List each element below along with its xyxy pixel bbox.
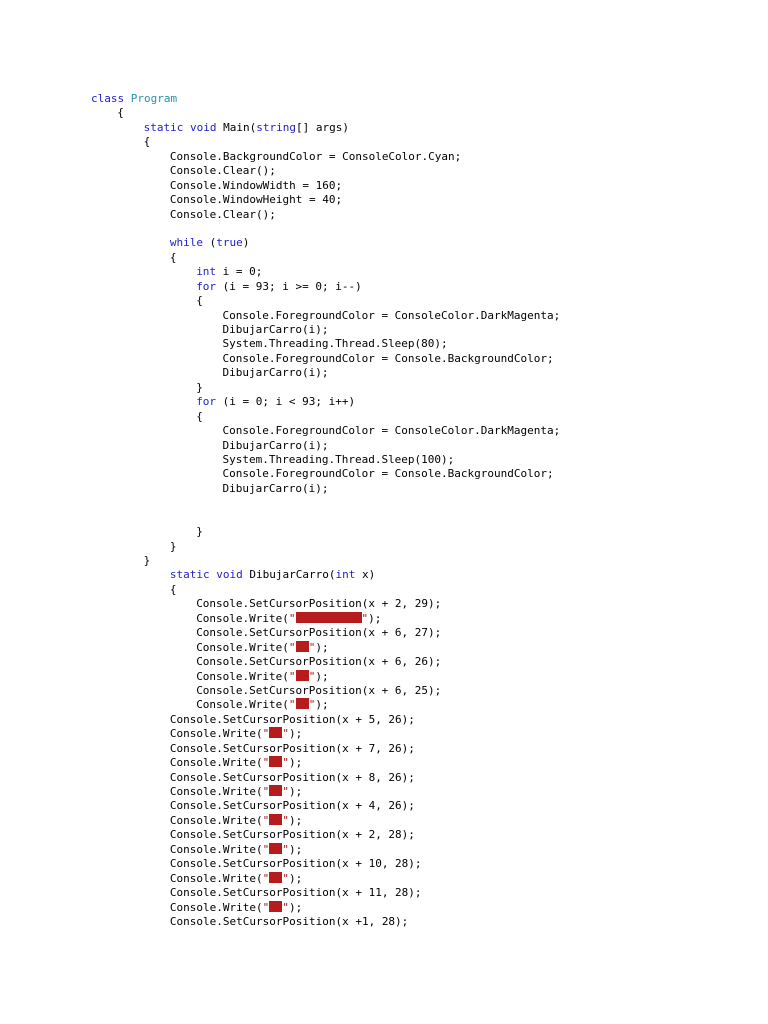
- code-text: Console.SetCursorPosition(x + 6, 25);: [196, 683, 442, 697]
- code-string-quote: ": [288, 698, 296, 712]
- code-keyword: while: [169, 236, 204, 250]
- code-line: [91, 482, 560, 496]
- code-line: [91, 843, 560, 857]
- code-text: DibujarCarro(i);: [222, 481, 329, 495]
- code-line: [91, 424, 560, 438]
- code-keyword: static: [169, 568, 210, 582]
- code-string-quote: ": [288, 611, 296, 625]
- code-text: Console.Write(: [196, 640, 289, 654]
- code-keyword: for: [196, 279, 217, 293]
- redacted-block-chars: [269, 785, 282, 796]
- code-text: }: [169, 539, 177, 553]
- code-text: }: [196, 525, 203, 539]
- code-text: );: [315, 640, 329, 654]
- code-string-quote: ": [288, 669, 296, 683]
- code-text: Console.Write(: [169, 871, 263, 885]
- code-line: [91, 901, 560, 915]
- code-text: (: [203, 236, 217, 250]
- redacted-block-chars: [269, 756, 282, 767]
- code-text: Console.Write(: [169, 900, 263, 914]
- code-text: {: [169, 582, 177, 596]
- code-string-quote: ": [361, 611, 369, 625]
- redacted-block-chars: [269, 814, 282, 825]
- code-line: [91, 236, 560, 250]
- code-text: }: [143, 554, 151, 567]
- code-line: [91, 540, 560, 554]
- code-text: Console.ForegroundColor = Console.BackgroundColor;: [222, 467, 554, 481]
- code-text: Console.SetCursorPosition(x + 8, 26);: [169, 770, 415, 784]
- code-line: [91, 554, 560, 568]
- code-string-quote: ": [262, 842, 270, 856]
- code-string-quote: ": [262, 871, 270, 885]
- code-text: );: [368, 611, 382, 625]
- code-line: [91, 698, 560, 712]
- code-line: [91, 670, 560, 684]
- code-text: {: [169, 250, 177, 264]
- code-text: DibujarCarro(i);: [222, 438, 329, 452]
- code-text: Console.Write(: [169, 785, 263, 798]
- code-text: );: [289, 900, 303, 914]
- code-text: Console.SetCursorPosition(x + 10, 28);: [169, 857, 422, 871]
- code-line: [91, 756, 560, 770]
- code-text: Console.SetCursorPosition(x + 5, 26);: [169, 712, 415, 726]
- code-line: [91, 92, 560, 106]
- code-line: [91, 886, 560, 900]
- code-text: ): [242, 236, 250, 250]
- code-text: [183, 121, 190, 134]
- code-text: );: [315, 698, 329, 712]
- code-keyword: int: [335, 568, 356, 582]
- code-text: (i = 0; i < 93; i++): [216, 395, 356, 409]
- code-line: [91, 713, 560, 727]
- code-text: {: [196, 294, 203, 308]
- code-text: x): [355, 568, 376, 582]
- code-line: [91, 410, 560, 424]
- code-line: [91, 352, 560, 366]
- code-line: [91, 641, 560, 655]
- code-text: Console.SetCursorPosition(x +1, 28);: [169, 914, 409, 928]
- code-line: [91, 785, 560, 799]
- code-string-quote: ": [262, 727, 270, 741]
- code-text: Console.SetCursorPosition(x + 6, 26);: [196, 655, 442, 669]
- code-line: [91, 106, 560, 120]
- code-text: Console.Clear();: [169, 207, 276, 221]
- code-listing: [91, 92, 560, 929]
- code-text: Console.SetCursorPosition(x + 7, 26);: [169, 741, 415, 755]
- code-line: [91, 366, 560, 380]
- redacted-block-chars: [269, 901, 282, 912]
- code-line: [91, 280, 560, 294]
- code-line: [91, 872, 560, 886]
- code-string-quote: ": [282, 727, 290, 741]
- code-text: Console.Write(: [196, 669, 289, 683]
- code-text: Console.SetCursorPosition(x + 11, 28);: [169, 886, 422, 900]
- code-text: Console.Clear();: [169, 164, 276, 178]
- code-text: Console.ForegroundColor = ConsoleColor.DarkMagenta;: [222, 424, 561, 438]
- code-string-quote: ": [262, 785, 270, 798]
- redacted-block-chars: [296, 698, 309, 709]
- code-line: [91, 511, 560, 525]
- code-line: [91, 771, 560, 785]
- code-keyword: true: [216, 236, 243, 250]
- code-text: Console.SetCursorPosition(x + 2, 29);: [196, 597, 442, 611]
- code-keyword: string: [256, 120, 296, 134]
- code-text: Main(: [216, 120, 257, 134]
- code-line: [91, 265, 560, 279]
- code-line: [91, 583, 560, 597]
- code-text: Console.ForegroundColor = Console.BackgroundColor;: [222, 351, 554, 365]
- code-text: i = 0;: [216, 265, 263, 279]
- code-line: [91, 222, 560, 236]
- code-text: );: [289, 871, 303, 885]
- code-line: [91, 612, 560, 626]
- code-text: Console.ForegroundColor = ConsoleColor.DarkMagenta;: [222, 308, 561, 322]
- code-text: DibujarCarro(: [242, 568, 336, 582]
- code-line: [91, 179, 560, 193]
- code-text: {: [196, 409, 203, 423]
- code-string-quote: ": [308, 640, 316, 654]
- code-line: [91, 395, 560, 409]
- code-text: {: [117, 106, 124, 120]
- code-string-quote: ": [282, 813, 290, 827]
- code-text: DibujarCarro(i);: [222, 366, 329, 380]
- code-line: [91, 164, 560, 178]
- code-text: Console.SetCursorPosition(x + 4, 26);: [169, 799, 415, 813]
- code-line: [91, 742, 560, 756]
- code-keyword: void: [216, 568, 243, 582]
- code-keyword: int: [196, 265, 217, 279]
- code-text: [124, 92, 131, 105]
- code-line: [91, 684, 560, 698]
- code-line: [91, 439, 560, 453]
- code-string-quote: ": [288, 640, 296, 654]
- code-line: [91, 568, 560, 582]
- code-line: [91, 381, 560, 395]
- code-text: Console.WindowWidth = 160;: [169, 178, 343, 192]
- redacted-block-chars: [269, 843, 282, 854]
- code-line: [91, 915, 560, 929]
- code-text: Console.Write(: [196, 611, 289, 625]
- code-text: );: [289, 756, 303, 770]
- redacted-block-chars: [296, 641, 309, 652]
- code-line: [91, 496, 560, 510]
- code-text: Console.WindowHeight = 40;: [169, 193, 343, 207]
- code-text: Console.Write(: [169, 842, 263, 856]
- code-string-quote: ": [262, 900, 270, 914]
- code-text: System.Threading.Thread.Sleep(80);: [222, 337, 448, 351]
- code-line: [91, 309, 560, 323]
- code-text: );: [289, 727, 303, 741]
- code-text: );: [315, 669, 329, 683]
- code-text: [] args): [295, 120, 349, 134]
- code-text: (i = 93; i >= 0; i--): [216, 279, 362, 293]
- code-line: [91, 135, 560, 149]
- code-keyword: for: [196, 395, 217, 409]
- code-line: [91, 208, 560, 222]
- code-line: [91, 121, 560, 135]
- code-line: [91, 323, 560, 337]
- code-string-quote: ": [282, 842, 290, 856]
- code-text: }: [196, 380, 203, 394]
- code-keyword: void: [189, 120, 217, 134]
- code-line: [91, 814, 560, 828]
- code-string-quote: ": [282, 785, 290, 798]
- code-line: [91, 597, 560, 611]
- code-string-quote: ": [308, 669, 316, 683]
- code-line: [91, 626, 560, 640]
- code-keyword: class: [91, 92, 125, 105]
- code-text: );: [289, 842, 303, 856]
- code-text: );: [289, 813, 303, 827]
- code-text: Console.Write(: [169, 756, 263, 770]
- code-text: Console.Write(: [169, 813, 263, 827]
- code-text: );: [289, 785, 303, 798]
- code-line: [91, 525, 560, 539]
- code-string-quote: ": [262, 756, 270, 770]
- code-line: [91, 828, 560, 842]
- code-string-quote: ": [282, 756, 290, 770]
- code-line: [91, 251, 560, 265]
- code-line: [91, 193, 560, 207]
- code-string-quote: ": [262, 813, 270, 827]
- code-line: [91, 453, 560, 467]
- code-line: [91, 857, 560, 871]
- code-keyword: static: [143, 120, 184, 134]
- code-string-quote: ": [282, 871, 290, 885]
- code-text: Console.SetCursorPosition(x + 2, 28);: [169, 828, 415, 842]
- code-text: DibujarCarro(i);: [222, 323, 329, 336]
- code-line: [91, 799, 560, 813]
- code-line: [91, 467, 560, 481]
- redacted-block-chars: [296, 670, 309, 681]
- code-text: {: [143, 135, 151, 149]
- redacted-block-chars: [269, 727, 282, 738]
- code-text: System.Threading.Thread.Sleep(100);: [222, 452, 455, 466]
- code-line: [91, 727, 560, 741]
- code-string-quote: ": [308, 698, 316, 712]
- code-line: [91, 655, 560, 669]
- code-text: Console.BackgroundColor = ConsoleColor.Cyan;: [169, 149, 462, 163]
- code-line: [91, 337, 560, 351]
- code-text: Console.Write(: [196, 698, 289, 712]
- code-string-quote: ": [282, 900, 290, 914]
- code-line: [91, 150, 560, 164]
- code-type-name: Program: [130, 92, 178, 105]
- code-text: Console.Write(: [169, 727, 263, 741]
- redacted-block-chars: [296, 612, 362, 623]
- redacted-block-chars: [269, 872, 282, 883]
- code-text: Console.SetCursorPosition(x + 6, 27);: [196, 626, 442, 640]
- code-line: [91, 294, 560, 308]
